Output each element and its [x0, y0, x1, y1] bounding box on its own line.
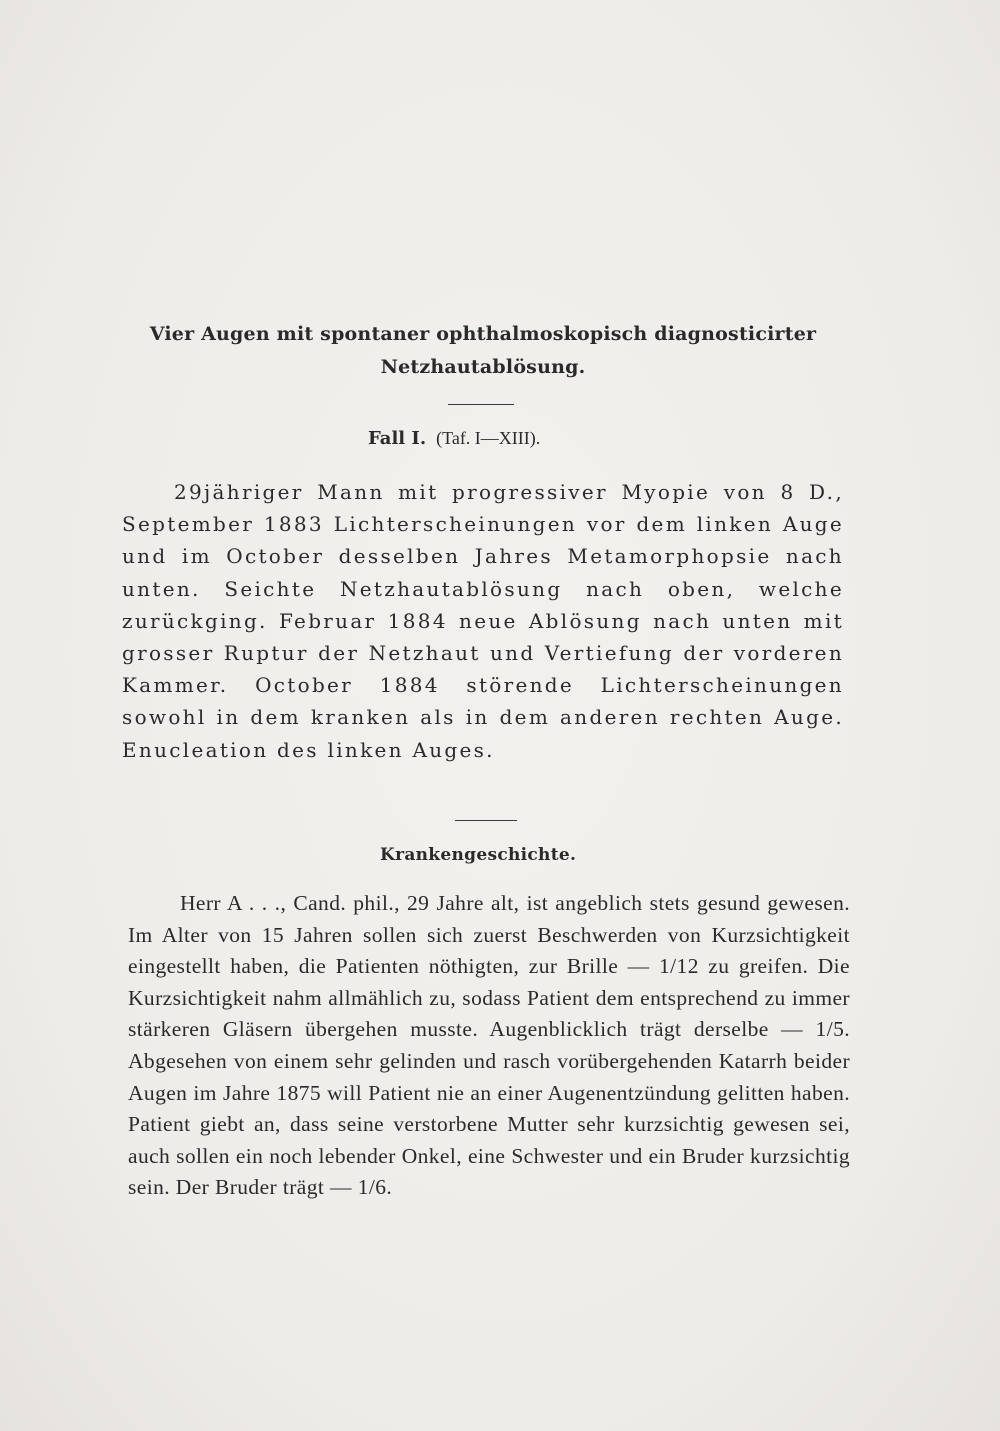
title-line-2: Netzhautablösung. [380, 356, 586, 378]
divider-rule [455, 820, 517, 821]
title-line-1: Vier Augen mit spontaner ophthalmoskopisch diagnosticirter [149, 323, 817, 345]
article-title [118, 318, 848, 384]
body-paragraph: Herr A . . ., Cand. phil., 29 Jahre alt, ist angeblich stets gesund gewesen. Im Alter von 15 Jahren sollen sich zuerst Beschwerden von Kurzsichtigkeit eingestellt haben, die Patienten nöthigten, zur Brille — 1/12 zu greifen. Die Kurzsichtigkeit nahm allmählich zu, sodass Patient dem entsprechend zu immer stärkeren Gläsern übergehen musste. Augenblicklich trägt derselbe — 1/5. Abgesehen von einem sehr gelinden und rasch vorübergehenden Katarrh beider Augen im Jahre 1875 will Patient nie an einer Augenentzündung gelitten haben. Patient giebt an, dass seine verstorbene Mutter sehr kurzsichtig gewesen sei, auch sollen ein noch lebender Onkel, eine Schwester und ein Bruder kurzsichtig sein. Der Bruder trägt — 1/6. [128, 891, 850, 1200]
case-heading [368, 428, 540, 449]
case-summary: 29jähriger Mann mit progressiver Myopie von 8 D., September 1883 Lichterscheinungen vor dem linken Auge und im October desselben Jahres Metamorphopsie nach unten. Seichte Netzhautablösung nach oben, welche zurückging. Februar 1884 neue Ablösung nach unten mit grosser Ruptur der Netzhaut und Vertiefung der vorderen Kammer. October 1884 störende Lichterscheinungen sowohl in dem kranken als in dem anderen rechten Auge. Enucleation des linken Auges. [122, 480, 844, 762]
divider-rule [448, 404, 514, 405]
case-reference: (Taf. I—XIII). [436, 428, 541, 448]
case-label: Fall I. [368, 428, 427, 449]
section-heading: Krankengeschichte. [380, 845, 577, 865]
